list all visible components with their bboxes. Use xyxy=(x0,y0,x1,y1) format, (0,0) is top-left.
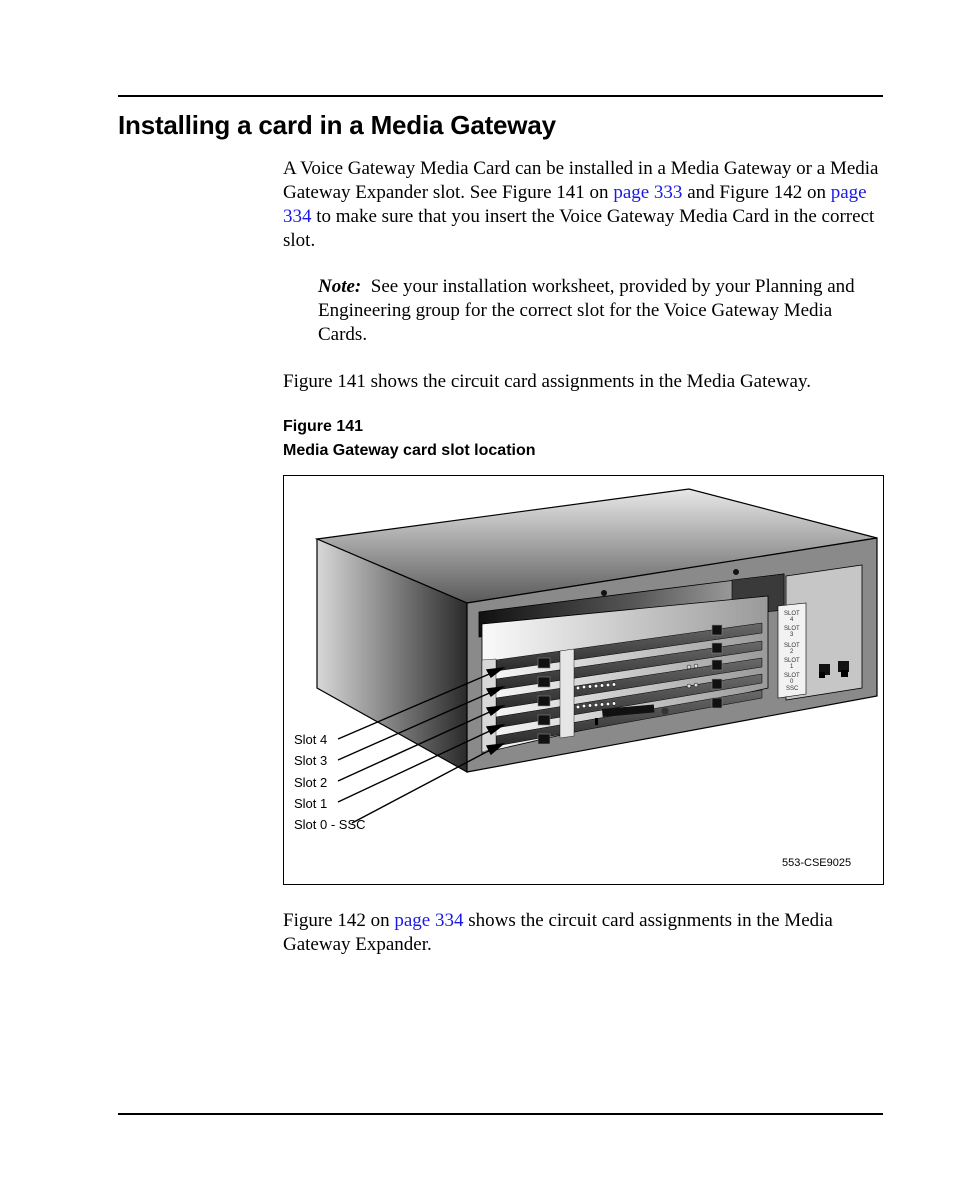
closing-text-2: shows the circuit card assignments in the Media Gateway Expander. xyxy=(283,910,833,955)
closing-text-1: Figure 142 on xyxy=(283,910,395,931)
section-heading: Installing a card in a Media Gateway xyxy=(118,110,556,140)
panel-label: SSC xyxy=(786,686,799,692)
screw xyxy=(601,590,607,596)
intro-text-3: to make sure that you insert the Voice Gateway Media Card in the correct slot. xyxy=(283,206,875,251)
slot-label: Slot 2 xyxy=(294,775,328,790)
panel-label: SLOT xyxy=(784,626,800,632)
page-333-link[interactable]: page 333 xyxy=(613,182,683,203)
panel-label: 2 xyxy=(790,649,794,655)
figure-code: 553-CSE9025 xyxy=(782,857,852,869)
card-latch xyxy=(538,677,550,687)
figure-title: Media Gateway card slot location xyxy=(283,442,536,459)
panel-label: 0 xyxy=(790,679,794,685)
card-latch xyxy=(538,715,550,725)
closing-paragraph xyxy=(283,909,883,957)
figure-frame xyxy=(283,475,884,885)
slot-label: Slot 4 xyxy=(294,732,328,747)
figure-intro-paragraph: Figure 141 shows the circuit card assignments in the Media Gateway. xyxy=(283,371,812,392)
card-latch xyxy=(712,679,722,689)
page-334-link-2[interactable]: page 334 xyxy=(394,910,464,931)
panel-label: SLOT xyxy=(784,673,800,679)
slot-label: Slot 3 xyxy=(294,753,328,768)
panel-label: SLOT xyxy=(784,643,800,649)
card-latch xyxy=(712,643,722,653)
panel-label: 1 xyxy=(790,664,794,670)
panel-label: 4 xyxy=(790,617,794,623)
card-latch xyxy=(712,660,722,670)
card-knob xyxy=(662,708,669,715)
panel-label: SLOT xyxy=(784,658,800,664)
card-latch xyxy=(538,696,550,706)
card-bay-strip xyxy=(560,649,574,738)
card-latch xyxy=(712,698,722,708)
media-gateway-illustration xyxy=(284,476,883,884)
note-text: See your installation worksheet, provided by your Planning and Engineering group for the correct slot for the Voice Gateway Media Cards. xyxy=(318,276,855,345)
intro-text-2: and Figure 142 on xyxy=(682,182,831,203)
panel-label: SLOT xyxy=(784,611,800,617)
screw xyxy=(733,569,739,575)
card-latch xyxy=(712,625,722,635)
card-latch xyxy=(538,658,550,668)
power-indicator xyxy=(841,670,848,677)
top-rule xyxy=(118,95,883,97)
slot-label: Slot 1 xyxy=(294,796,328,811)
slot-label: Slot 0 - SSC xyxy=(294,817,366,832)
bottom-rule xyxy=(118,1113,883,1115)
intro-text-1: A Voice Gateway Media Card can be installed in a Media Gateway or a Media Gateway Expander slot. See Figure 141 on xyxy=(283,158,879,203)
power-indicator xyxy=(819,672,825,678)
figure-number: Figure 141 xyxy=(283,418,364,435)
intro-paragraph xyxy=(283,157,883,253)
page-334-link[interactable]: page 334 xyxy=(283,182,867,227)
note-paragraph xyxy=(318,275,883,347)
card-port xyxy=(595,718,598,725)
card-latch xyxy=(538,734,550,744)
panel-label: 3 xyxy=(790,632,794,638)
note-label: Note: xyxy=(318,276,362,297)
